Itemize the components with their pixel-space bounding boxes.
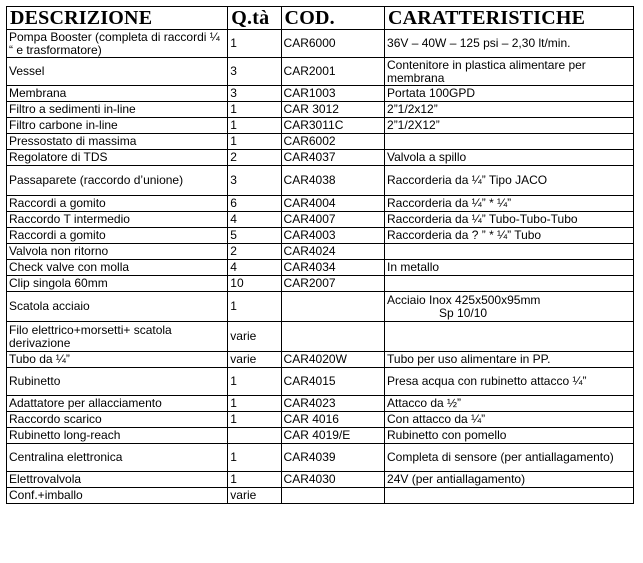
cell-quantity: 1: [228, 396, 281, 412]
table-row: [7, 444, 634, 472]
cell-features: [385, 322, 634, 352]
cell-code: CAR4030: [281, 472, 384, 488]
header-description: DESCRIZIONE: [7, 7, 228, 30]
table-row: [7, 58, 634, 86]
table-row: [7, 244, 634, 260]
cell-code: CAR4007: [281, 212, 384, 228]
table-row: [7, 276, 634, 292]
cell-features: [385, 276, 634, 292]
cell-quantity: varie: [228, 322, 281, 352]
cell-description: Tubo da ¼”: [7, 352, 228, 368]
cell-quantity: 1: [228, 444, 281, 472]
cell-quantity: 1: [228, 368, 281, 396]
cell-features: [385, 244, 634, 260]
table-row: [7, 292, 634, 322]
cell-quantity: 1: [228, 472, 281, 488]
cell-quantity: varie: [228, 352, 281, 368]
table-row: [7, 228, 634, 244]
cell-description: Centralina elettronica: [7, 444, 228, 472]
cell-code: CAR4034: [281, 260, 384, 276]
cell-features: Presa acqua con rubinetto attacco ¼”: [385, 368, 634, 396]
parts-list: [6, 6, 634, 504]
cell-code: CAR4039: [281, 444, 384, 472]
cell-quantity: [228, 428, 281, 444]
features-line-2: Sp 10/10: [439, 305, 488, 320]
cell-features: Portata 100GPD: [385, 86, 634, 102]
table-row: [7, 212, 634, 228]
cell-code: CAR2007: [281, 276, 384, 292]
cell-description: Regolatore di TDS: [7, 150, 228, 166]
cell-features: 36V – 40W – 125 psi – 2,30 lt/min.: [385, 30, 634, 58]
cell-features: Raccorderia da ? ” * ¼” Tubo: [385, 228, 634, 244]
cell-code: CAR1003: [281, 86, 384, 102]
cell-features: [385, 488, 634, 504]
cell-quantity: 2: [228, 244, 281, 260]
cell-features: 2”1/2x12”: [385, 102, 634, 118]
cell-code: CAR6000: [281, 30, 384, 58]
cell-description: Filtro a sedimenti in-line: [7, 102, 228, 118]
features-line: Acciaio Inox 425x500x95mm: [387, 293, 541, 307]
cell-quantity: 1: [228, 412, 281, 428]
cell-description: Raccordi a gomito: [7, 196, 228, 212]
cell-features: [385, 292, 634, 322]
table-row: [7, 30, 634, 58]
cell-code: CAR4038: [281, 166, 384, 196]
cell-features: Completa di sensore (per antiallagamento): [385, 444, 634, 472]
table-row: [7, 134, 634, 150]
cell-code: CAR 3012: [281, 102, 384, 118]
cell-features: Valvola a spillo: [385, 150, 634, 166]
cell-features: 2”1/2X12”: [385, 118, 634, 134]
cell-quantity: 1: [228, 30, 281, 58]
table-row: [7, 428, 634, 444]
cell-code: [281, 488, 384, 504]
cell-features: Rubinetto con pomello: [385, 428, 634, 444]
cell-features: In metallo: [385, 260, 634, 276]
cell-description: Valvola non ritorno: [7, 244, 228, 260]
cell-description: Passaparete (raccordo d’unione): [7, 166, 228, 196]
cell-code: CAR 4019/E: [281, 428, 384, 444]
cell-code: CAR3011C: [281, 118, 384, 134]
cell-quantity: 5: [228, 228, 281, 244]
cell-quantity: 4: [228, 260, 281, 276]
cell-quantity: 3: [228, 166, 281, 196]
table-row: [7, 196, 634, 212]
cell-features: Tubo per uso alimentare in PP.: [385, 352, 634, 368]
table-row: [7, 472, 634, 488]
cell-features: [385, 134, 634, 150]
cell-quantity: 4: [228, 212, 281, 228]
cell-code: [281, 322, 384, 352]
cell-quantity: 2: [228, 150, 281, 166]
cell-description: Elettrovalvola: [7, 472, 228, 488]
cell-features: Raccorderia da ¼” Tubo-Tubo-Tubo: [385, 212, 634, 228]
cell-description: Adattatore per allacciamento: [7, 396, 228, 412]
cell-description: Pompa Booster (completa di raccordi ¼ “ e trasformatore): [7, 30, 228, 58]
cell-code: CAR2001: [281, 58, 384, 86]
cell-quantity: 3: [228, 58, 281, 86]
cell-features: Raccorderia da ¼” Tipo JACO: [385, 166, 634, 196]
cell-quantity: 6: [228, 196, 281, 212]
table-row: [7, 322, 634, 352]
cell-description: Filo elettrico+morsetti+ scatola derivazione: [7, 322, 228, 352]
cell-code: CAR4003: [281, 228, 384, 244]
cell-quantity: varie: [228, 488, 281, 504]
cell-description: Rubinetto long-reach: [7, 428, 228, 444]
cell-quantity: 1: [228, 118, 281, 134]
table-row: [7, 412, 634, 428]
cell-description: Raccordo T intermedio: [7, 212, 228, 228]
cell-code: CAR4023: [281, 396, 384, 412]
table-row: [7, 118, 634, 134]
cell-features: Attacco da ½”: [385, 396, 634, 412]
cell-code: CAR4015: [281, 368, 384, 396]
cell-code: CAR4037: [281, 150, 384, 166]
cell-features: Contenitore in plastica alimentare per membrana: [385, 58, 634, 86]
cell-code: CAR 4016: [281, 412, 384, 428]
cell-features: 24V (per antiallagamento): [385, 472, 634, 488]
header-features: CARATTERISTICHE: [385, 7, 634, 30]
cell-features: Raccorderia da ¼” * ¼”: [385, 196, 634, 212]
table-row: [7, 150, 634, 166]
cell-quantity: 1: [228, 134, 281, 150]
cell-quantity: 10: [228, 276, 281, 292]
cell-code: CAR4004: [281, 196, 384, 212]
header-code: COD.: [281, 7, 384, 30]
cell-quantity: 1: [228, 292, 281, 322]
cell-features: Con attacco da ¼”: [385, 412, 634, 428]
cell-code: CAR4020W: [281, 352, 384, 368]
cell-code: [281, 292, 384, 322]
cell-description: Membrana: [7, 86, 228, 102]
cell-description: Rubinetto: [7, 368, 228, 396]
cell-description: Conf.+imballo: [7, 488, 228, 504]
table-row: [7, 260, 634, 276]
header-quantity: Q.tà: [228, 7, 281, 30]
table-row: [7, 396, 634, 412]
table-row: [7, 488, 634, 504]
cell-description: Vessel: [7, 58, 228, 86]
cell-quantity: 1: [228, 102, 281, 118]
table-row: [7, 166, 634, 196]
table-body: [7, 30, 634, 504]
header-row: [7, 7, 634, 30]
cell-description: Scatola acciaio: [7, 292, 228, 322]
cell-code: CAR6002: [281, 134, 384, 150]
table-row: [7, 102, 634, 118]
parts-table: [6, 6, 634, 504]
table-row: [7, 86, 634, 102]
cell-description: Raccordi a gomito: [7, 228, 228, 244]
cell-code: CAR4024: [281, 244, 384, 260]
table-row: [7, 352, 634, 368]
cell-description: Filtro carbone in-line: [7, 118, 228, 134]
cell-description: Raccordo scarico: [7, 412, 228, 428]
cell-description: Clip singola 60mm: [7, 276, 228, 292]
table-row: [7, 368, 634, 396]
cell-quantity: 3: [228, 86, 281, 102]
cell-description: Check valve con molla: [7, 260, 228, 276]
cell-description: Pressostato di massima: [7, 134, 228, 150]
